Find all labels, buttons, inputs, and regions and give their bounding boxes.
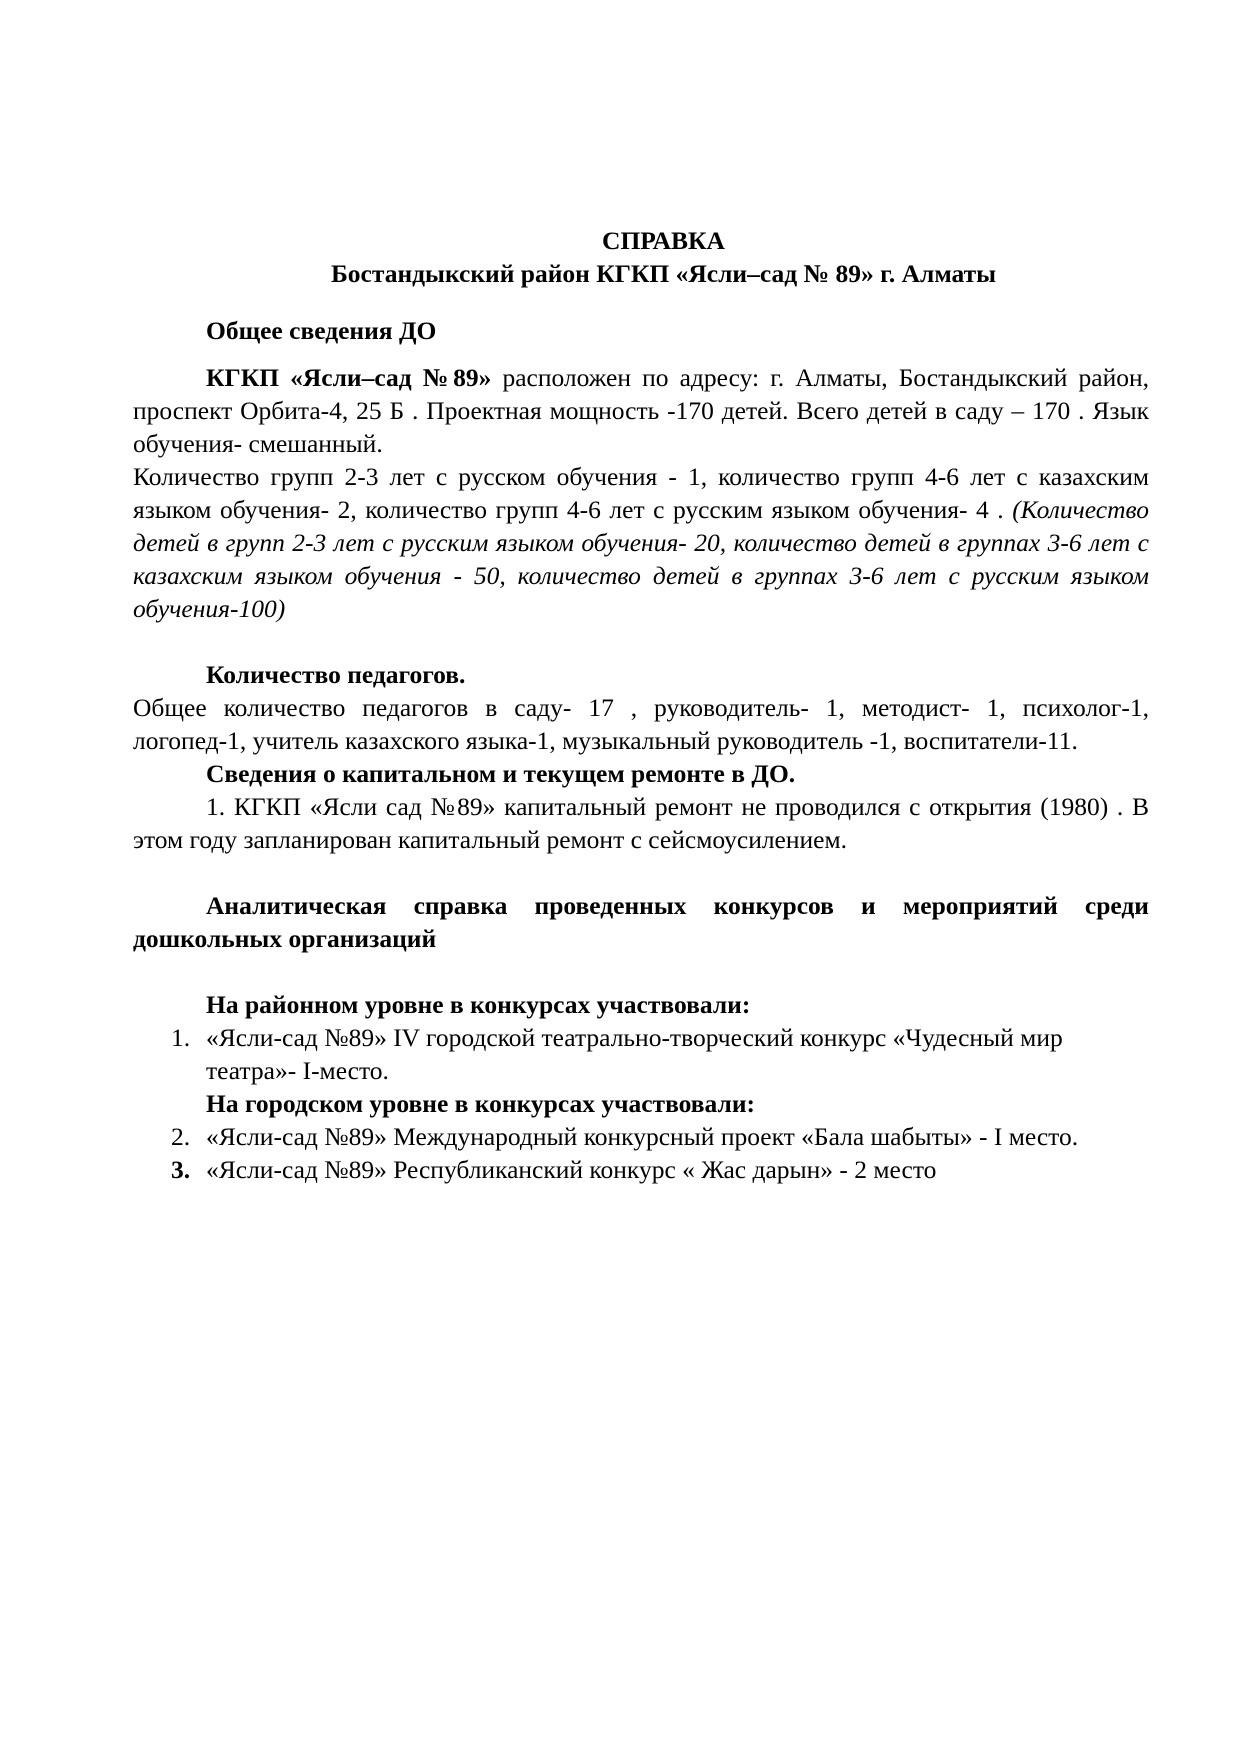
- analytics-heading: Аналитическая справка проведенных конкурсов и мероприятий среди дошкольных организаций: [133, 891, 1149, 953]
- district-heading: На районном уровне в конкурсах участвовали:: [206, 990, 751, 1019]
- document-title: СПРАВКА: [602, 226, 725, 255]
- groups-italic-note: (Количество детей в групп 2-3 лет с русским языком обучения- 20, количество детей в группах 3-6 лет с казахским языком обучения - 50, количество детей в группах 3-6 лет с русским языком обучения-100): [133, 495, 1149, 623]
- list-item-text: «Ясли-сад №89» Республиканский конкурс « Жас дарын» - 2 место: [206, 1155, 937, 1184]
- list-item-text: «Ясли-сад №89» Международный конкурсный проект «Бала шабыты» - I место.: [206, 1122, 1079, 1151]
- document-subtitle: Бостандыкский район КГКП «Ясли–сад № 89» г. Алматы: [330, 259, 997, 288]
- general-paragraph: [133, 361, 1149, 460]
- city-heading: На городском уровне в конкурсах участвовали:: [206, 1089, 756, 1118]
- list-item-number: 2.: [171, 1122, 191, 1151]
- groups-text: Количество групп 2-3 лет с русском обучения - 1, количество групп 4-6 лет с казахским языком обучения- 2, количество групп 4-6 лет с русским языком обучения- 4 .: [133, 462, 1149, 524]
- address-text: расположен по адресу: г. Алматы, Бостандыкский район, проспект Орбита-4, 25 Б . Проектная мощность -170 детей. Всего детей в саду – 170 . Язык обучения- смешанный.: [133, 363, 1149, 458]
- institution-name: КГКП «Ясли–сад №89»: [206, 363, 492, 392]
- repair-paragraph: 1. КГКП «Ясли сад №89» капитальный ремонт не проводился с открытия (1980) . В этом году запланирован капитальный ремонт с сейсмоусилением.: [133, 792, 1149, 854]
- general-heading: Общее сведения ДО: [206, 316, 437, 345]
- list-item: [133, 1120, 1149, 1153]
- list-item-text: «Ясли-сад №89» IV городской театрально-творческий конкурс «Чудесный мир театра»- I-место.: [206, 1023, 1063, 1085]
- teachers-heading: Количество педагогов.: [206, 660, 466, 689]
- list-item: [133, 1153, 1149, 1186]
- document-page: [133, 224, 1149, 1186]
- groups-paragraph: [133, 460, 1149, 625]
- list-item: [133, 1021, 1149, 1087]
- teachers-paragraph: Общее количество педагогов в саду- 17 , руководитель- 1, методист- 1, психолог-1, логопед-1, учитель казахского языка-1, музыкальный руководитель -1, воспитатели-11.: [133, 693, 1149, 755]
- repair-heading: Сведения о капитальном и текущем ремонте в ДО.: [206, 759, 796, 788]
- list-item-number: 3.: [171, 1155, 191, 1184]
- list-item-number: 1.: [171, 1023, 191, 1052]
